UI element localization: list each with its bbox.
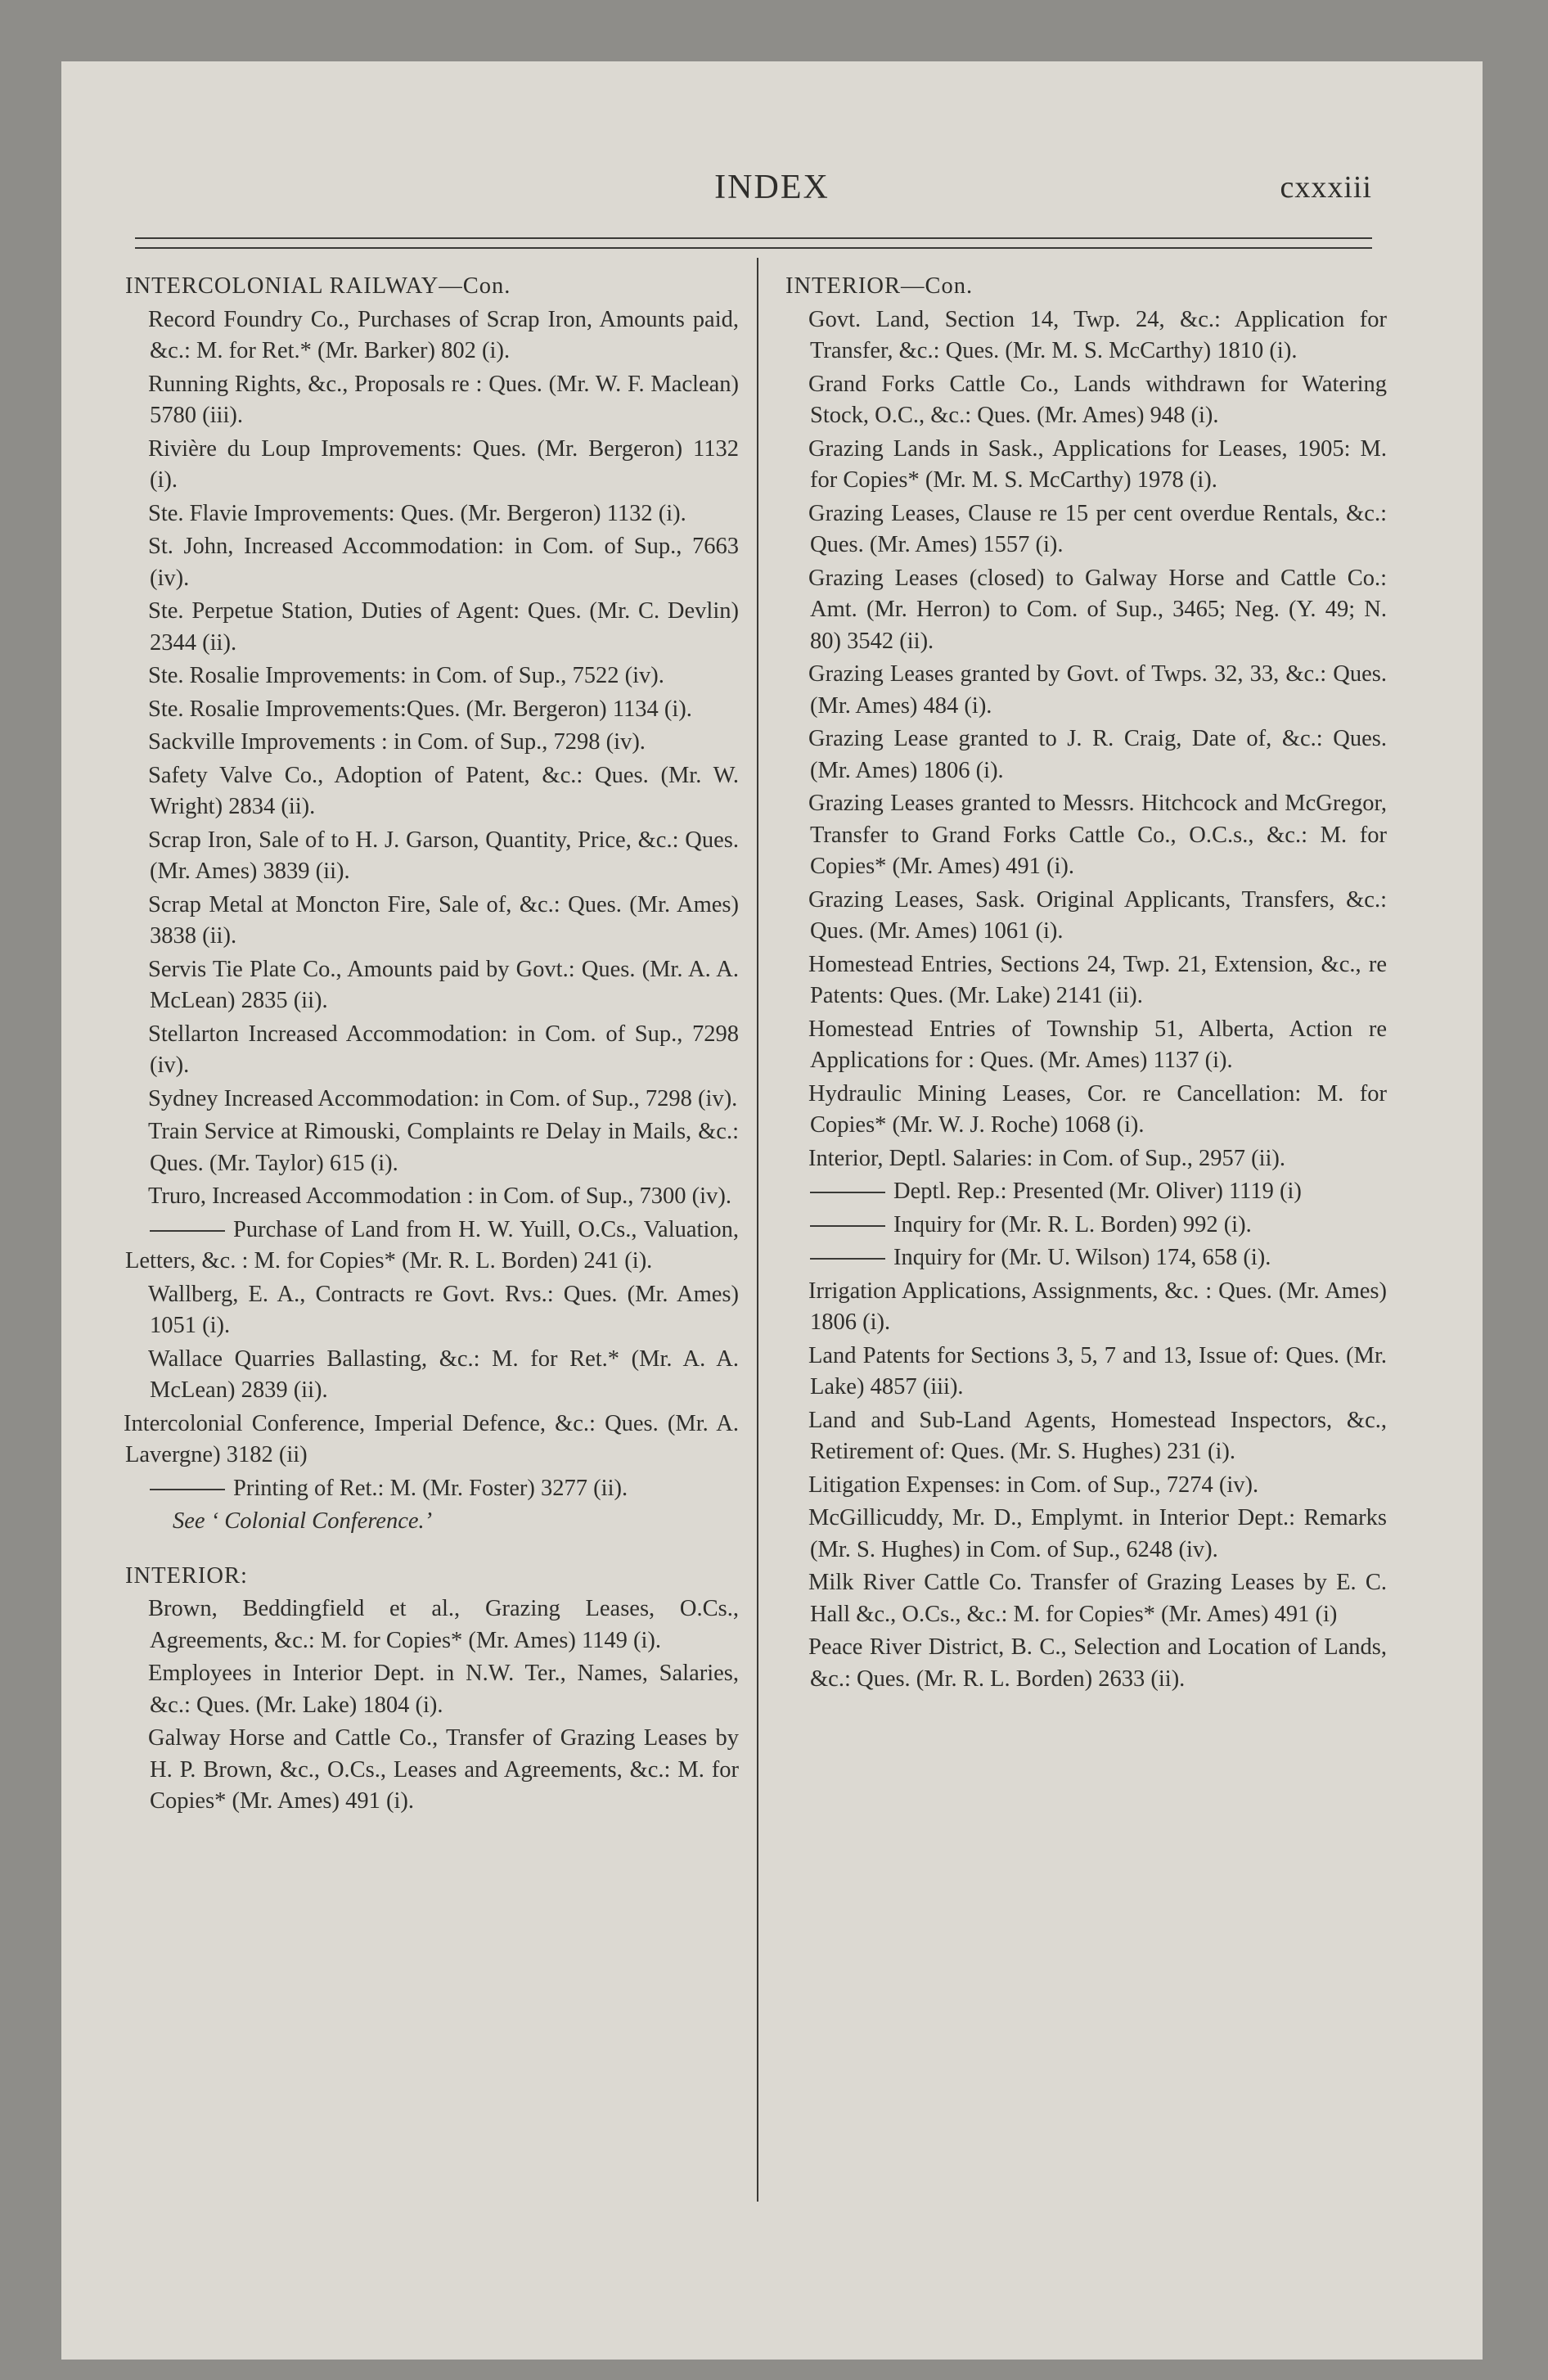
- index-entry: Milk River Cattle Co. Transfer of Grazing Leases by E. C. Hall &c., O.Cs., &c.: M. for Copies* (Mr. Ames) 491 (i): [808, 1570, 1387, 1627]
- index-entry: Irrigation Applications, Assignments, &c. : Ques. (Mr. Ames) 1806 (i).: [808, 1278, 1387, 1335]
- index-entry: Ste. Flavie Improvements: Ques. (Mr. Bergeron) 1132 (i).: [148, 500, 686, 526]
- index-entry: Running Rights, &c., Proposals re : Ques. (Mr. W. F. Maclean) 5780 (iii).: [148, 371, 739, 428]
- ditto-dash: [810, 1192, 885, 1193]
- index-entry: Record Foundry Co., Purchases of Scrap Iron, Amounts paid, &c.: M. for Ret.* (Mr. Barker) 802 (i).: [148, 306, 739, 363]
- index-entry: Servis Tie Plate Co., Amounts paid by Govt.: Ques. (Mr. A. A. McLean) 2835 (ii).: [148, 956, 739, 1013]
- ditto-dash: [810, 1225, 885, 1227]
- left-column: [125, 266, 739, 1819]
- ditto-dash: [810, 1258, 885, 1260]
- index-entry: St. John, Increased Accommodation: in Com. of Sup., 7663 (iv).: [148, 534, 739, 591]
- sub-entry-text: Deptl. Rep.: Presented (Mr. Oliver) 1119 (i): [893, 1179, 1302, 1204]
- index-entry: Sackville Improvements : in Com. of Sup., 7298 (iv).: [148, 729, 646, 755]
- ditto-dash: [150, 1230, 225, 1232]
- page-number: cxxxiii: [1280, 170, 1372, 205]
- sub-entry: [785, 1176, 1387, 1208]
- index-entry: Wallberg, E. A., Contracts re Govt. Rvs.: Ques. (Mr. Ames) 1051 (i).: [148, 1281, 739, 1338]
- index-entry: Employees in Interior Dept. in N.W. Ter., Names, Salaries, &c.: Ques. (Mr. Lake) 1804 (i).: [148, 1661, 739, 1718]
- index-entry: Interior, Deptl. Salaries: in Com. of Sup., 2957 (ii).: [808, 1145, 1286, 1171]
- scanned-page: [61, 61, 1483, 2360]
- index-entry: Truro, Increased Accommodation : in Com. of Sup., 7300 (iv).: [148, 1183, 731, 1209]
- sub-entry: [785, 1210, 1387, 1242]
- index-entry: Homestead Entries, Sections 24, Twp. 21, Extension, &c., re Patents: Ques. (Mr. Lake) 2141 (ii).: [808, 951, 1387, 1008]
- sub-entry-text: Purchase of Land from H. W. Yuill, O.Cs., Valuation, Letters, &c. : M. for Copies* (Mr. R. L. Borden) 241 (i).: [125, 1216, 739, 1273]
- index-entry: Intercolonial Conference, Imperial Defence, &c.: Ques. (Mr. A. Lavergne) 3182 (ii): [124, 1410, 739, 1467]
- spacer: [125, 1538, 739, 1556]
- index-entry: McGillicuddy, Mr. D., Emplymt. in Interior Dept.: Remarks (Mr. S. Hughes) in Com. of Sup., 6248 (iv).: [808, 1505, 1387, 1562]
- ditto-dash: [150, 1489, 225, 1490]
- index-entry: Brown, Beddingfield et al., Grazing Leases, O.Cs., Agreements, &c.: M. for Copies* (Mr. Ames) 1149 (i).: [148, 1596, 739, 1653]
- column-divider: [757, 258, 758, 2202]
- section-heading: INTERCOLONIAL RAILWAY—Con.: [125, 273, 511, 299]
- index-entry: Wallace Quarries Ballasting, &c.: M. for Ret.* (Mr. A. A. McLean) 2839 (ii).: [148, 1346, 739, 1403]
- index-entry: Land Patents for Sections 3, 5, 7 and 13, Issue of: Ques. (Mr. Lake) 4857 (iii).: [808, 1342, 1387, 1400]
- section-heading: INTERIOR—Con.: [785, 273, 974, 299]
- see-reference: See ‘ Colonial Conference.’: [173, 1508, 433, 1534]
- index-entry: Grazing Leases, Sask. Original Applicants, Transfers, &c.: Ques. (Mr. Ames) 1061 (i).: [808, 886, 1387, 944]
- index-entry: Grazing Leases granted to Messrs. Hitchcock and McGregor, Transfer to Grand Forks Cattle Co., O.C.s., &c.: M. for Copies* (Mr. Ames) 491 (i).: [808, 791, 1387, 879]
- sub-entry-text: Inquiry for (Mr. U. Wilson) 174, 658 (i).: [893, 1245, 1271, 1270]
- index-entry: Train Service at Rimouski, Complaints re Delay in Mails, &c.: Ques. (Mr. Taylor) 615 (i).: [148, 1119, 739, 1176]
- index-entry: Galway Horse and Cattle Co., Transfer of Grazing Leases by H. P. Brown, &c., O.Cs., Leases and Agreements, &c.: M. for Copies* (Mr. Ames) 491 (i).: [148, 1725, 739, 1814]
- right-column: [785, 266, 1387, 1697]
- index-entry: Homestead Entries of Township 51, Alberta, Action re Applications for : Ques. (Mr. Ames) 1137 (i).: [808, 1016, 1387, 1073]
- index-entry: Ste. Rosalie Improvements:Ques. (Mr. Bergeron) 1134 (i).: [148, 696, 692, 722]
- index-entry: Scrap Metal at Moncton Fire, Sale of, &c.: Ques. (Mr. Ames) 3838 (ii).: [148, 891, 739, 949]
- sub-entry: [785, 1242, 1387, 1274]
- index-entry: Grazing Lands in Sask., Applications for Leases, 1905: M. for Copies* (Mr. M. S. McCarthy) 1978 (i).: [808, 435, 1387, 493]
- sub-entry-text: Inquiry for (Mr. R. L. Borden) 992 (i).: [893, 1211, 1252, 1237]
- header-rule: [135, 237, 1372, 249]
- index-entry: Ste. Perpetue Station, Duties of Agent: Ques. (Mr. C. Devlin) 2344 (ii).: [148, 598, 739, 656]
- index-entry: Litigation Expenses: in Com. of Sup., 7274 (iv).: [808, 1472, 1259, 1498]
- index-entry: Scrap Iron, Sale of to H. J. Garson, Quantity, Price, &c.: Ques. (Mr. Ames) 3839 (ii).: [148, 827, 739, 884]
- index-entry: Govt. Land, Section 14, Twp. 24, &c.: Application for Transfer, &c.: Ques. (Mr. M. S. McCarthy) 1810 (i).: [808, 306, 1387, 363]
- index-entry: Ste. Rosalie Improvements: in Com. of Sup., 7522 (iv).: [148, 663, 664, 688]
- index-entry: Grand Forks Cattle Co., Lands withdrawn for Watering Stock, O.C., &c.: Ques. (Mr. Ames) 948 (i).: [808, 371, 1387, 428]
- sub-entry-text: Printing of Ret.: M. (Mr. Foster) 3277 (ii).: [233, 1475, 628, 1501]
- index-entry: Sydney Increased Accommodation: in Com. of Sup., 7298 (iv).: [148, 1085, 738, 1111]
- index-entry: Hydraulic Mining Leases, Cor. re Cancellation: M. for Copies* (Mr. W. J. Roche) 1068 (i).: [808, 1080, 1387, 1138]
- sub-entry: [125, 1215, 739, 1278]
- index-entry: Grazing Lease granted to J. R. Craig, Date of, &c.: Ques. (Mr. Ames) 1806 (i).: [808, 726, 1387, 783]
- index-entry: Rivière du Loup Improvements: Ques. (Mr. Bergeron) 1132 (i).: [148, 435, 739, 493]
- index-entry: Safety Valve Co., Adoption of Patent, &c.: Ques. (Mr. W. Wright) 2834 (ii).: [148, 762, 739, 819]
- index-entry: Grazing Leases (closed) to Galway Horse and Cattle Co.: Amt. (Mr. Herron) to Com. of Sup., 3465; Neg. (Y. 49; N. 80) 3542 (ii).: [808, 565, 1387, 654]
- index-entry: Peace River District, B. C., Selection and Location of Lands, &c.: Ques. (Mr. R. L. Borden) 2633 (ii).: [808, 1634, 1387, 1692]
- section-heading: INTERIOR:: [125, 1562, 248, 1589]
- sub-entry: [125, 1473, 739, 1505]
- page-title: INDEX: [714, 169, 830, 206]
- index-entry: Grazing Leases, Clause re 15 per cent overdue Rentals, &c.: Ques. (Mr. Ames) 1557 (i).: [808, 500, 1387, 557]
- index-entry: Grazing Leases granted by Govt. of Twps. 32, 33, &c.: Ques. (Mr. Ames) 484 (i).: [808, 661, 1387, 719]
- index-entry: Land and Sub-Land Agents, Homestead Inspectors, &c., Retirement of: Ques. (Mr. S. Hughes) 231 (i).: [808, 1407, 1387, 1464]
- index-entry: Stellarton Increased Accommodation: in Com. of Sup., 7298 (iv).: [148, 1021, 739, 1078]
